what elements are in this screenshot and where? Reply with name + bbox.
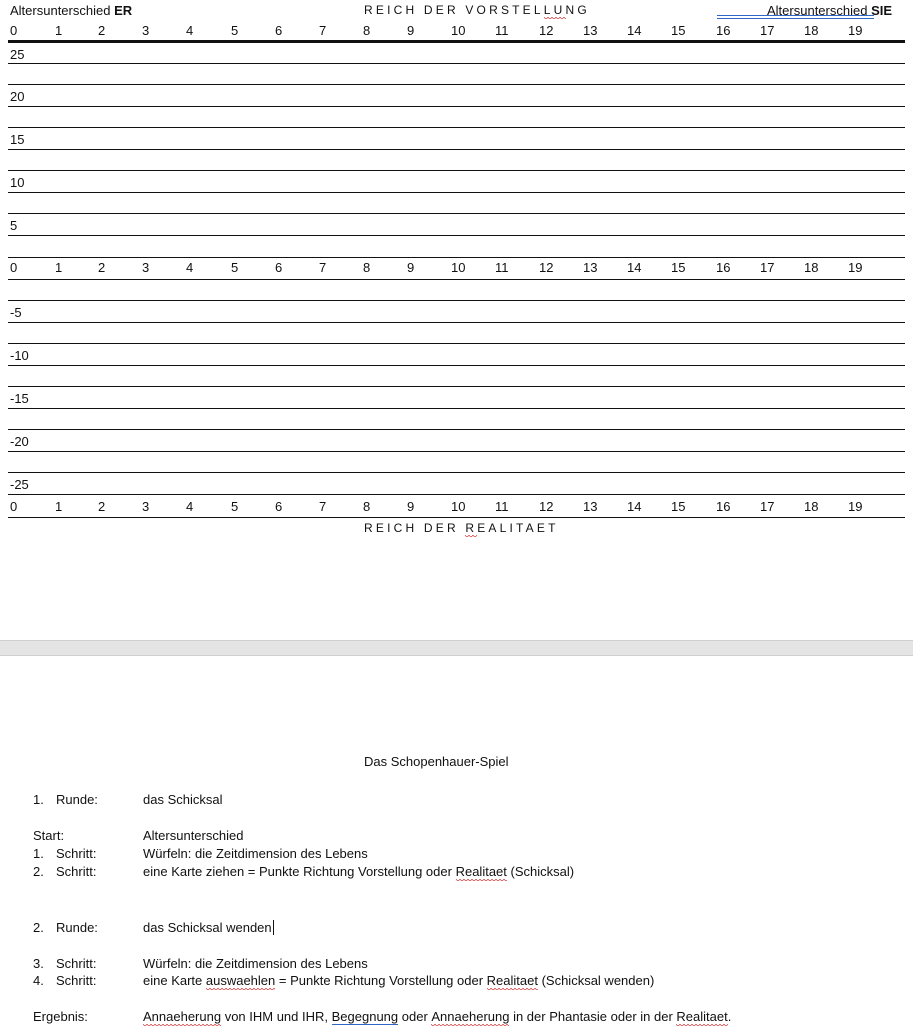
spell-error-word[interactable]: Realitaet [486,973,538,988]
grid-line [8,408,905,409]
grid-line [8,279,905,280]
spell-error-mark[interactable]: R [465,521,478,535]
list-number: 4. [33,973,44,988]
x-tick-label: 11 [495,260,509,275]
y-axis-label: 10 [10,175,25,190]
grid-line [8,149,905,150]
x-tick-label: 9 [407,499,415,514]
y-axis-label: -20 [10,434,29,449]
footer-title-part: REICH DER [364,521,466,535]
list-number: 3. [33,956,44,971]
text-run: eine Karte [143,973,206,988]
x-tick-label: 3 [142,499,150,514]
x-tick-label: 0 [10,260,18,275]
grid-line [8,365,905,366]
text-cursor [273,920,274,935]
spell-error-word[interactable]: Realitaet [455,864,507,879]
x-tick-label: 3 [142,23,150,38]
result-text [143,1009,731,1025]
x-axis-top [0,23,913,39]
list-number: 1. [33,846,44,861]
grid-line [8,63,905,64]
x-tick-label: 9 [407,23,415,38]
x-tick-label: 10 [451,499,466,514]
x-tick-label: 15 [671,260,686,275]
x-tick-label: 19 [848,23,863,38]
spell-error-word[interactable]: Realitaet [676,1009,728,1024]
x-tick-label: 5 [231,260,239,275]
header-title-part: NG [565,3,590,17]
step-text [143,864,574,879]
header-right-bold: SIE [871,3,893,18]
blue-double-underline [717,18,874,19]
x-tick-label: 9 [407,260,415,275]
grid-line [8,322,905,323]
text-run: (Schicksal wenden) [537,973,655,988]
list-number: 2. [33,864,44,879]
grid-line [8,343,905,344]
x-axis-middle [0,260,913,276]
step-text: Würfeln: die Zeitdimension des Lebens [143,956,368,971]
header-title-part: REICH DER VORSTEL [364,3,544,17]
grid-line [8,192,905,193]
text-run: . [727,1009,732,1024]
x-tick-label: 12 [539,23,554,38]
step-label: Schritt: [56,956,97,971]
y-axis-label: -25 [10,477,29,492]
x-tick-label: 13 [583,260,598,275]
text-run: von IHM und IHR, [221,1009,332,1024]
x-tick-label: 5 [231,23,239,38]
header-title [364,3,590,17]
y-axis-label: 15 [10,132,25,147]
list-number: 1. [33,792,44,807]
y-axis-label: -10 [10,348,29,363]
step-text [143,973,654,988]
text-run: = Punkte Richtung Vorstellung oder [275,973,487,988]
start-text: Altersunterschied [143,828,244,843]
grid-line [8,235,905,236]
text-run: eine Karte ziehen = Punkte Richtung Vorstellung oder [143,864,456,879]
x-tick-label: 11 [495,499,509,514]
x-tick-label: 5 [231,499,239,514]
x-tick-label: 18 [804,499,819,514]
grammar-mark-word[interactable]: Begegnung [331,1009,399,1024]
x-tick-label: 8 [363,23,371,38]
x-tick-label: 1 [55,499,63,514]
grid-line [8,472,905,473]
text-run: oder [398,1009,432,1024]
y-axis-label: -5 [10,305,22,320]
header-right-label: Altersunterschied [767,3,868,18]
x-tick-label: 4 [186,23,194,38]
x-axis-bottom [0,499,913,515]
x-tick-label: 19 [848,499,863,514]
x-tick-label: 15 [671,23,686,38]
blue-double-underline [717,15,874,16]
x-tick-label: 6 [275,23,283,38]
grid-line [8,517,905,518]
x-tick-label: 0 [10,23,18,38]
x-tick-label: 7 [319,23,327,38]
step-label: Schritt: [56,846,97,861]
text-run: in der Phantasie oder in der [509,1009,677,1024]
x-tick-label: 2 [98,23,106,38]
round-label: Runde: [56,920,98,935]
rules-page [0,656,913,1024]
grid-line [8,257,905,258]
round-label: Runde: [56,792,98,807]
x-tick-label: 12 [539,260,554,275]
spell-error-mark[interactable]: LU [543,3,566,17]
text-run: das Schicksal wenden [143,920,272,935]
footer-title-part: EALITAET [477,521,559,535]
grid-line [8,106,905,107]
round-text: das Schicksal [143,792,223,807]
grid-line [8,127,905,128]
spell-error-word[interactable]: auswaehlen [205,973,276,988]
x-tick-label: 13 [583,23,598,38]
grid-line [8,494,905,495]
x-tick-label: 15 [671,499,686,514]
x-tick-label: 14 [627,23,642,38]
x-tick-label: 1 [55,260,63,275]
y-axis-label: 25 [10,47,25,62]
grid-line [8,170,905,171]
x-tick-label: 16 [716,23,731,38]
x-tick-label: 11 [495,23,509,38]
x-tick-label: 1 [55,23,63,38]
x-tick-label: 13 [583,499,598,514]
x-tick-label: 17 [760,499,775,514]
x-tick-label: 4 [186,499,194,514]
grid-line [8,213,905,214]
header-left-label: Altersunterschied [10,3,115,18]
page-separator [0,640,913,656]
x-tick-label: 3 [142,260,150,275]
step-text: Würfeln: die Zeitdimension des Lebens [143,846,368,861]
x-tick-label: 19 [848,260,863,275]
grid-line [8,84,905,85]
x-tick-label: 17 [760,260,775,275]
x-tick-label: 18 [804,23,819,38]
grid-line [8,386,905,387]
result-label: Ergebnis: [33,1009,88,1024]
x-tick-label: 10 [451,260,466,275]
grid-line [8,40,905,43]
y-axis-label: 5 [10,218,18,233]
x-tick-label: 14 [627,499,642,514]
list-number: 2. [33,920,44,935]
document-title: Das Schopenhauer-Spiel [364,754,509,769]
x-tick-label: 14 [627,260,642,275]
x-tick-label: 6 [275,499,283,514]
x-tick-label: 18 [804,260,819,275]
round-text[interactable] [143,920,274,935]
x-tick-label: 16 [716,260,731,275]
start-label: Start: [33,828,65,843]
y-axis-label: 20 [10,89,25,104]
step-label: Schritt: [56,973,97,988]
x-tick-label: 2 [98,260,106,275]
x-tick-label: 8 [363,260,371,275]
spell-error-word[interactable]: Annaeherung [431,1009,510,1024]
step-label: Schritt: [56,864,97,879]
spell-error-word[interactable]: Annaeherung [143,1009,222,1024]
x-tick-label: 16 [716,499,731,514]
header-left [10,3,132,18]
header-left-bold: ER [114,3,133,18]
x-tick-label: 17 [760,23,775,38]
x-tick-label: 8 [363,499,371,514]
x-tick-label: 12 [539,499,554,514]
grid-line [8,451,905,452]
x-tick-label: 2 [98,499,106,514]
x-tick-label: 10 [451,23,466,38]
x-tick-label: 4 [186,260,194,275]
x-tick-label: 7 [319,499,327,514]
x-tick-label: 0 [10,499,18,514]
footer-title [364,521,559,535]
grid-line [8,429,905,430]
grid-line [8,300,905,301]
text-run: (Schicksal) [506,864,575,879]
x-tick-label: 7 [319,260,327,275]
y-axis-label: -15 [10,391,29,406]
x-tick-label: 6 [275,260,283,275]
